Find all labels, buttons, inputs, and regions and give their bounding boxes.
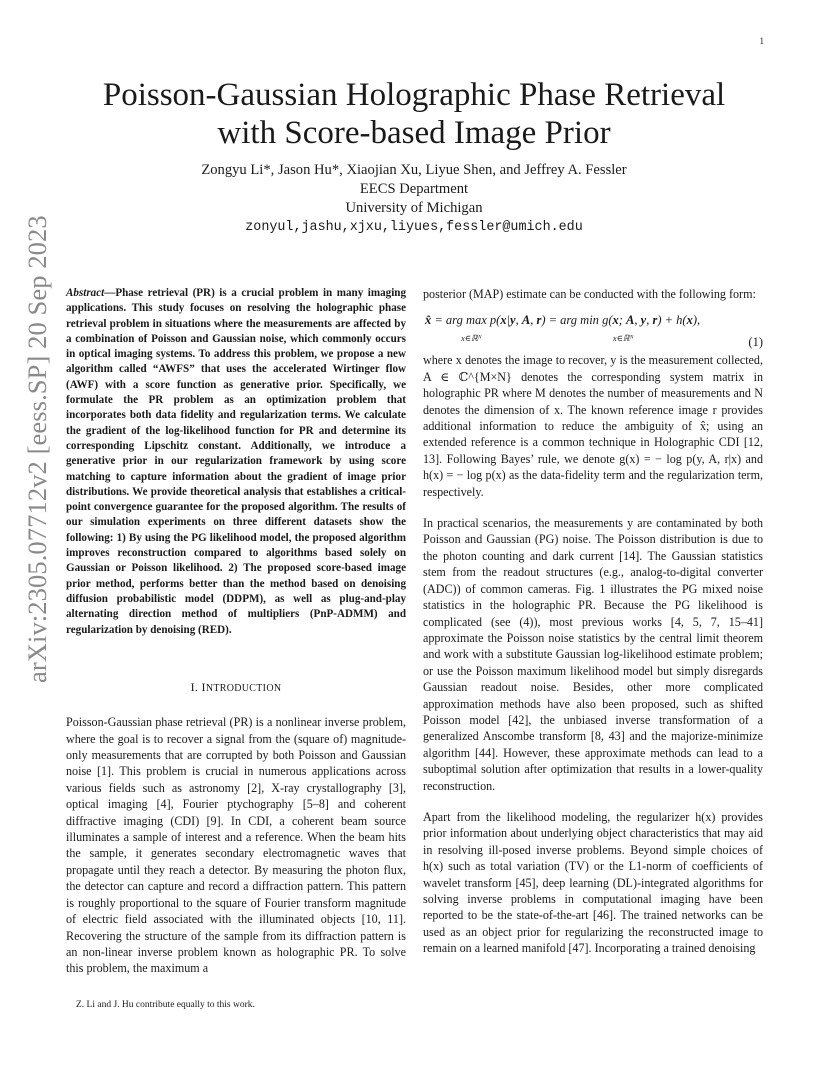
equation-1: [423, 312, 763, 352]
title-line-2: with Score-based Image Prior: [217, 115, 611, 151]
department: EECS Department: [359, 181, 469, 197]
regularizer-paragraph: Apart from the likelihood modeling, the regularizer h(x) provides prior information about underlying object characteristics that may aid in resolving ill-posed inverse problems. Beyond simple choices of h(x) such as total variation (TV) or the L1-norm of coefficients of wavelet transform [45], deep learning (DL)-integrated algorithms for solving inverse problems in computational imaging have been reported to be the state-of-the-art [46]. The trained networks can be used as an object prior for regularizing the reconstructed image to remain on a learned manifold [47]. Incorporating a trained denoising: [423, 809, 763, 956]
university: University of Michigan: [345, 200, 483, 216]
equation-body: x̂ = arg max p(x|y, A, r) = arg min g(x; A, y, r) + h(x), x∈ℝᴺ x∈ℝᴺ: [425, 313, 701, 343]
introduction-paragraph: Poisson-Gaussian phase retrieval (PR) is a nonlinear inverse problem, where the goal is to recover a signal from the (square of) magnitude-only measurements that are corrupted by both Poisson and Gaussian noise [1]. This problem is crucial in numerous applications across various fields such as astronomy [2], X-ray crystallography [3], optical imaging [4], Fourier ptychography [5–8] and coherent diffractive imaging (CDI) [9]. In CDI, a coherent beam source illuminates a sample of interest and a reference. When the beam hits the sample, it generates secondary electromagnetic waves that propagate until they reach a detector. By measuring the photon flux, the detector can capture and record a diffraction pattern. This pattern is roughly proportional to the square of Fourier transform magnitude of electric field associated with the illuminated objects [10, 11]. Recovering the structure of the sample from its diffraction pattern is an non-linear inverse problem known as holographic PR. To solve this problem, the maximum a: [66, 715, 406, 976]
map-intro-text: posterior (MAP) estimate can be conducted with the following form:: [423, 287, 756, 301]
section-title-rest: NTRODUCTION: [205, 682, 282, 694]
right-column: [423, 286, 763, 957]
abstract-text: —Phase retrieval (PR) is a crucial problem in many imaging applications. This study focuses on resolving the holographic phase retrieval problem in situations where the measurements are affected by a combination of Poisson and Gaussian noise, which commonly occurs in optical imaging systems. To address this problem, we propose a new algorithm called “AWFS” that uses the accelerated Wirtinger flow (AWF) with a score function as generative prior. Specifically, we formulate the PR problem as an optimization problem that incorporates both data fidelity and regularization terms. We calculate the gradient of the log-likelihood function for PR and determine its corresponding Lipschitz constant. Additionally, we introduce a generative prior in our regularization framework by using score matching to capture information about the gradient of image prior distributions. We provide theoretical analysis that establishes a critical-point convergence guarantee for the proposed algorithm. The results of our simulation experiments on three different datasets show the following: 1) By using the PG likelihood model, the proposed algorithm improves reconstruction compared to algorithms based solely on Gaussian or Poisson likelihood. 2) The proposed score-based image prior method, performs better than the method based on denoising diffusion probabilistic model (DDPM), as well as plug-and-play alternating direction method of multipliers (PnP-ADMM) and regularization by denoising (RED).: [66, 287, 406, 636]
author-list: Zongyu Li*, Jason Hu*, Xiaojian Xu, Liyue Shen, and Jeffrey A. Fessler: [201, 162, 627, 178]
equation-explanation: where x denotes the image to recover, y is the measurement collected, A ∈ ℂ^{M×N} denotes the corresponding system matrix in holographic PR where M denotes the number of measurements and N denotes the dimension of x. The known reference image r provides additional information to reduce the ambiguity of x̂; using an extended reference is a common technique in Holographic CDI [12, 13]. Following Bayes’ rule, we denote g(x) = − log p(y, A, r|x) and h(x) = − log p(x) as the data-fidelity term and the regularization term, respectively.: [423, 353, 763, 499]
author-emails: zonyul,jashu,xjxu,liyues,fessler@umich.edu: [245, 220, 583, 235]
noise-model-paragraph: In practical scenarios, the measurements y are contaminated by both Poisson and Gaussian (PG) noise. The Poisson distribution is due to the photon counting and dark current [14]. The Gaussian statistics stem from the readout structures (e.g., analog-to-digital converter (ADC)) of common cameras. Fig. 1 illustrates the PG mixed noise statistics in the holographic PR. Because the PG likelihood is complicated (see (4)), most previous works [4, 5, 7, 15–41] approximate the Poisson noise statistics by the central limit theorem and work with a substitute Gaussian log-likelihood estimate problem; or use the Poisson maximum likelihood model but simply disregards Gaussian readout noise. Besides, other more complicated approximation methods have also been proposed, such as shifted Poisson model [42], the unbiased inverse transformation of a generalized Anscombe transform [8, 43] and the majorize-minimize algorithm [44]. However, these approximate methods can lead to a suboptimal solution after optimization that results in a lower-quality reconstruction.: [423, 516, 763, 793]
argmax-subscript: x∈ℝᴺ: [461, 332, 482, 343]
paper-title: [60, 76, 768, 152]
section-title-initial: I: [201, 679, 206, 694]
footnote: Z. Li and J. Hu contribute equally to this work.: [76, 1000, 255, 1010]
equation-number: (1): [748, 335, 763, 350]
title-line-1: Poisson-Gaussian Holographic Phase Retrieval: [102, 77, 726, 113]
section-numeral: I.: [190, 679, 199, 694]
arxiv-stamp: arXiv:2305.07712v2 [eess.SP] 20 Sep 2023: [22, 215, 52, 683]
abstract-lead: Abstract: [66, 287, 105, 299]
section-heading-introduction: [66, 679, 406, 697]
paper-header: [60, 76, 768, 237]
page-number: 1: [759, 36, 764, 46]
abstract: [66, 286, 406, 638]
left-column: [66, 286, 406, 977]
argmin-subscript: x∈ℝᴺ: [612, 332, 634, 343]
